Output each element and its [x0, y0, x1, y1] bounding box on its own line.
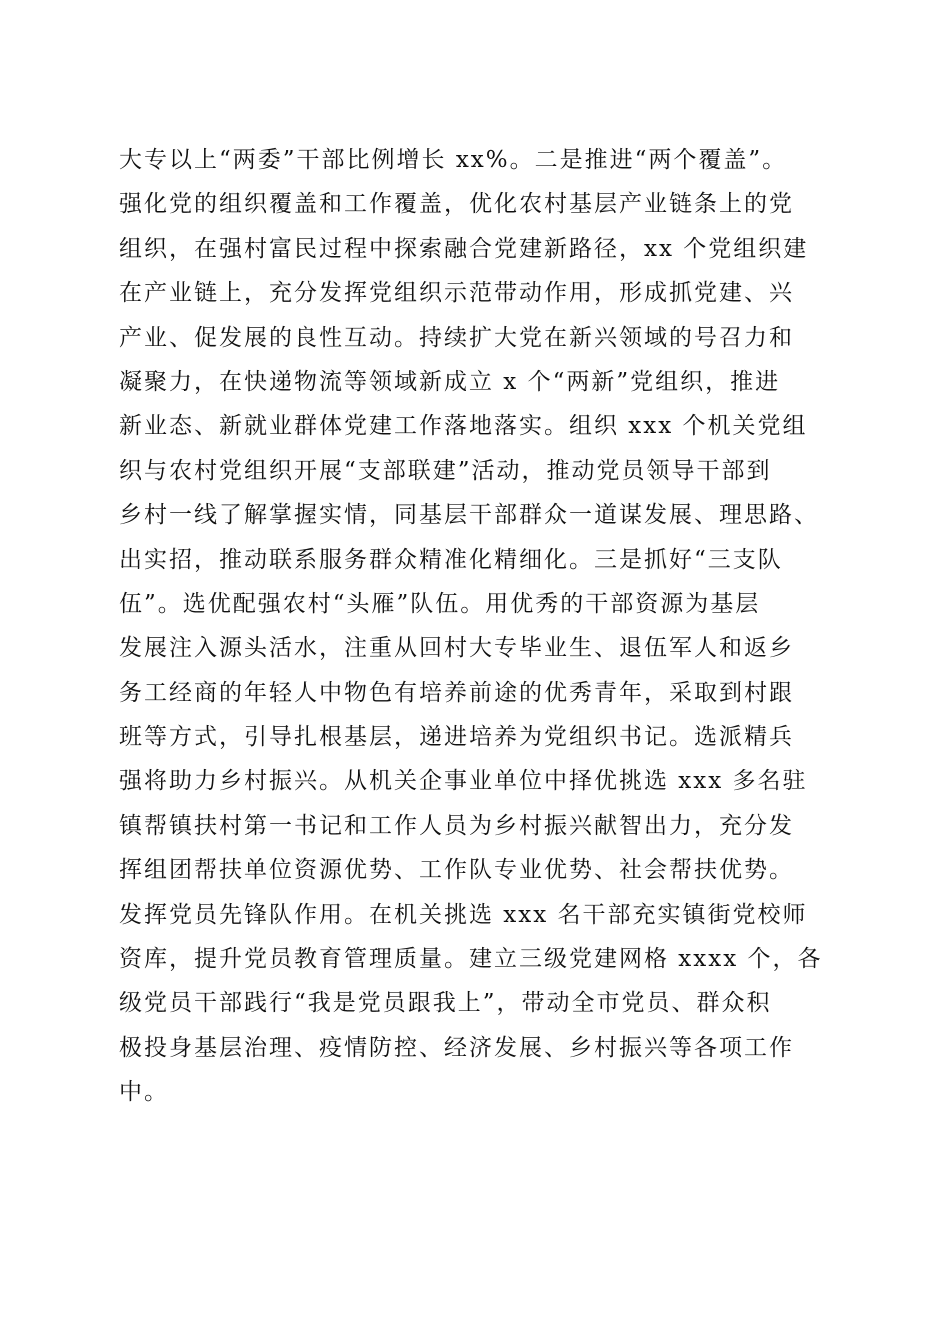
text-line: 出实招，推动联系服务群众精准化精细化。三是抓好“三支队	[119, 546, 783, 573]
text-line: 资库，提升党员教育管理质量。建立三级党建网格 xxxx 个，各	[119, 946, 823, 973]
text-line: 凝聚力，在快递物流等领域新成立 x 个“两新”党组织，推进	[119, 368, 781, 395]
text-line: 发挥党员先锋队作用。在机关挑选 xxx 名干部充实镇街党校师	[119, 901, 808, 928]
text-line: 强将助力乡村振兴。从机关企事业单位中择优挑选 xxx 多名驻	[119, 768, 808, 795]
text-line: 镇帮镇扶村第一书记和工作人员为乡村振兴献智出力，充分发	[119, 812, 794, 839]
text-line: 发展注入源头活水，注重从回村大专毕业生、退伍军人和返乡	[119, 635, 794, 662]
text-line: 产业、促发展的良性互动。持续扩大党在新兴领域的号召力和	[119, 324, 794, 351]
body-paragraph	[119, 138, 839, 1115]
text-line: 务工经商的年轻人中物色有培养前途的优秀青年，采取到村跟	[119, 679, 794, 706]
text-line: 极投身基层治理、疫情防控、经济发展、乡村振兴等各项工作	[119, 1034, 794, 1061]
text-line: 在产业链上，充分发挥党组织示范带动作用，形成抓党建、兴	[119, 280, 794, 307]
text-line: 强化党的组织覆盖和工作覆盖，优化农村基层产业链条上的党	[119, 191, 794, 218]
text-line: 乡村一线了解掌握实情，同基层干部群众一道谋发展、理思路、	[119, 502, 819, 529]
text-line: 中。	[119, 1079, 169, 1106]
text-line: 组织，在强村富民过程中探索融合党建新路径，xx 个党组织建	[119, 235, 809, 262]
text-line: 级党员干部践行“我是党员跟我上”，带动全市党员、群众积	[119, 990, 772, 1017]
text-line: 大专以上“两委”干部比例增长 xx%。二是推进“两个覆盖”。	[119, 147, 788, 173]
text-line: 伍”。选优配强农村“头雁”队伍。用优秀的干部资源为基层	[119, 590, 761, 617]
text-line: 新业态、新就业群体党建工作落地落实。组织 xxx 个机关党组	[119, 413, 808, 440]
text-line: 班等方式，引导扎根基层，递进培养为党组织书记。选派精兵	[119, 724, 794, 751]
text-line: 织与农村党组织开展“支部联建”活动，推动党员领导干部到	[119, 457, 772, 484]
text-line: 挥组团帮扶单位资源优势、工作队专业优势、社会帮扶优势。	[119, 857, 794, 884]
